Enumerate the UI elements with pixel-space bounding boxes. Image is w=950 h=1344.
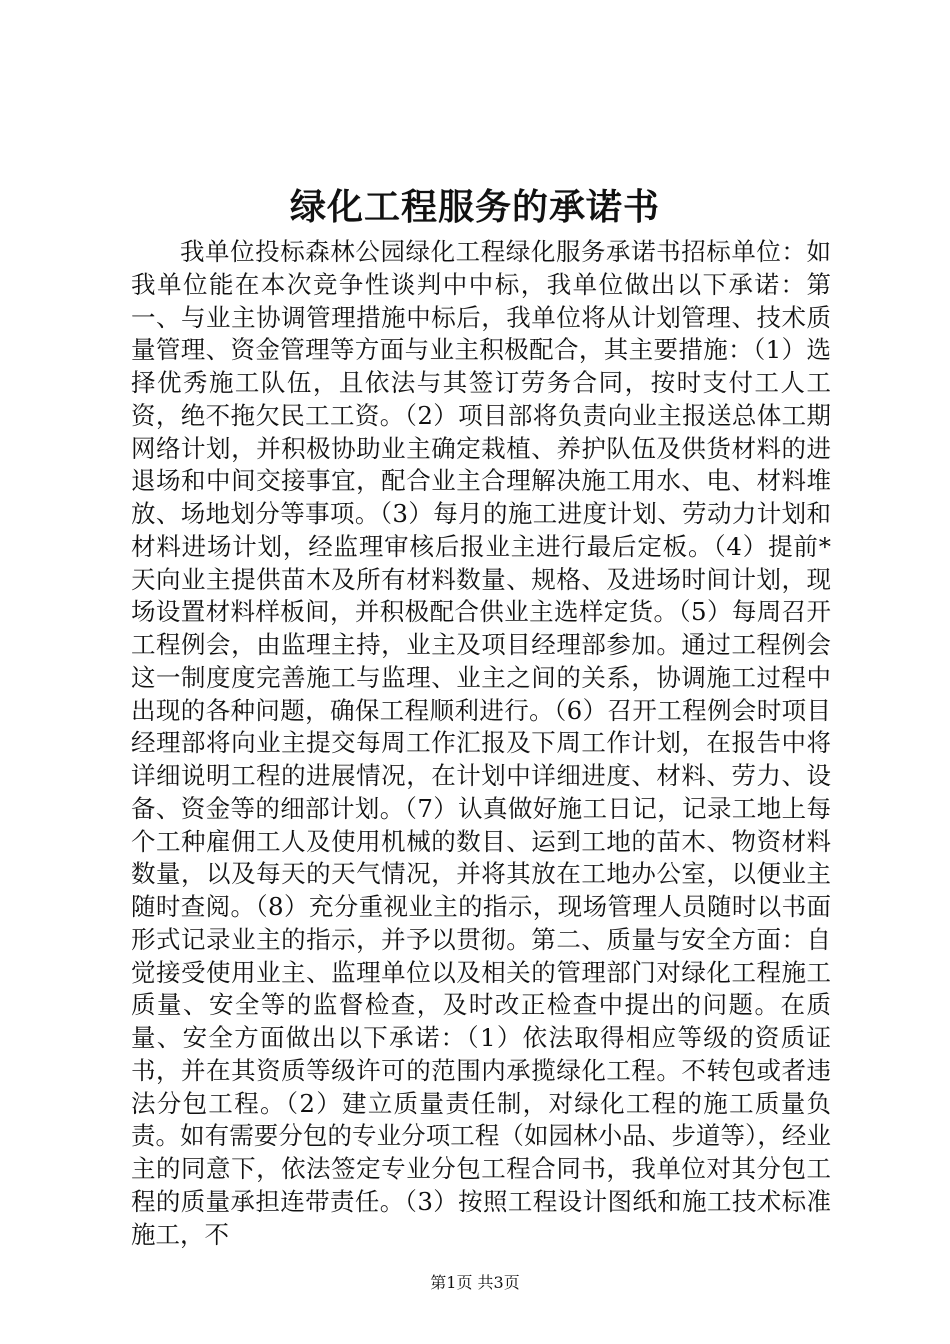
document-body: 我单位投标森林公园绿化工程绿化服务承诺书招标单位：如我单位能在本次竞争性谈判中中标，我单位做出以下承诺：第一、与业主协调管理措施中标后，我单位将从计划管理、技术质量管理、资金管理等方面与业主积极配合，其主要措施：（1）选择优秀施工队伍，且依法与其签订劳务合同，按时支付工人工资，绝不拖欠民工工资。（2）项目部将负责向业主报送总体工期网络计划，并积极协助业主确定栽植、养护队伍及供货材料的进退场和中间交接事宜，配合业主合理解决施工用水、电、材料堆放、场地划分等事项。（3）每月的施工进度计划、劳动力计划和材料进场计划，经监理审核后报业主进行最后定板。（4）提前*天向业主提供苗木及所有材料数量、规格、及进场时间计划，现场设置材料样板间，并积极配合供业主选样定货。（5）每周召开工程例会，由监理主持，业主及项目经理部参加。通过工程例会这一制度度完善施工与监理、业主之间的关系，协调施工过程中出现的各种问题，确保工程顺利进行。（6）召开工程例会时项目经理部将向业主提交每周工作汇报及下周工作计划，在报告中将详细说明工程的进展情况，在计划中详细进度、材料、劳力、设备、资金等的细部计划。（7）认真做好施工日记，记录工地上每个工种雇佣工人及使用机械的数目、运到工地的苗木、物资材料数量，以及每天的天气情况，并将其放在工地办公室，以便业主随时查阅。（8）充分重视业主的指示，现场管理人员随时以书面形式记录业主的指示，并予以贯彻。第二、质量与安全方面：自觉接受使用业主、监理单位以及相关的管理部门对绿化工程施工质量、安全等的监督检查，及时改正检查中提出的问题。在质量、安全方面做出以下承诺：（1）依法取得相应等级的资质证书，并在其资质等级许可的范围内承揽绿化工程。不转包或者违法分包工程。（2）建立质量责任制，对绿化工程的施工质量负责。如有需要分包的专业分项工程（如园林小品、步道等），经业主的同意下，依法签定专业分包工程合同书，我单位对其分包工程的质量承担连带责任。（3）按照工程设计图纸和施工技术标准施工，不 (131, 237, 831, 1249)
page-footer: 第1页 共3页 (430, 1273, 520, 1292)
document-title: 绿化工程服务的承诺书 (289, 186, 660, 228)
